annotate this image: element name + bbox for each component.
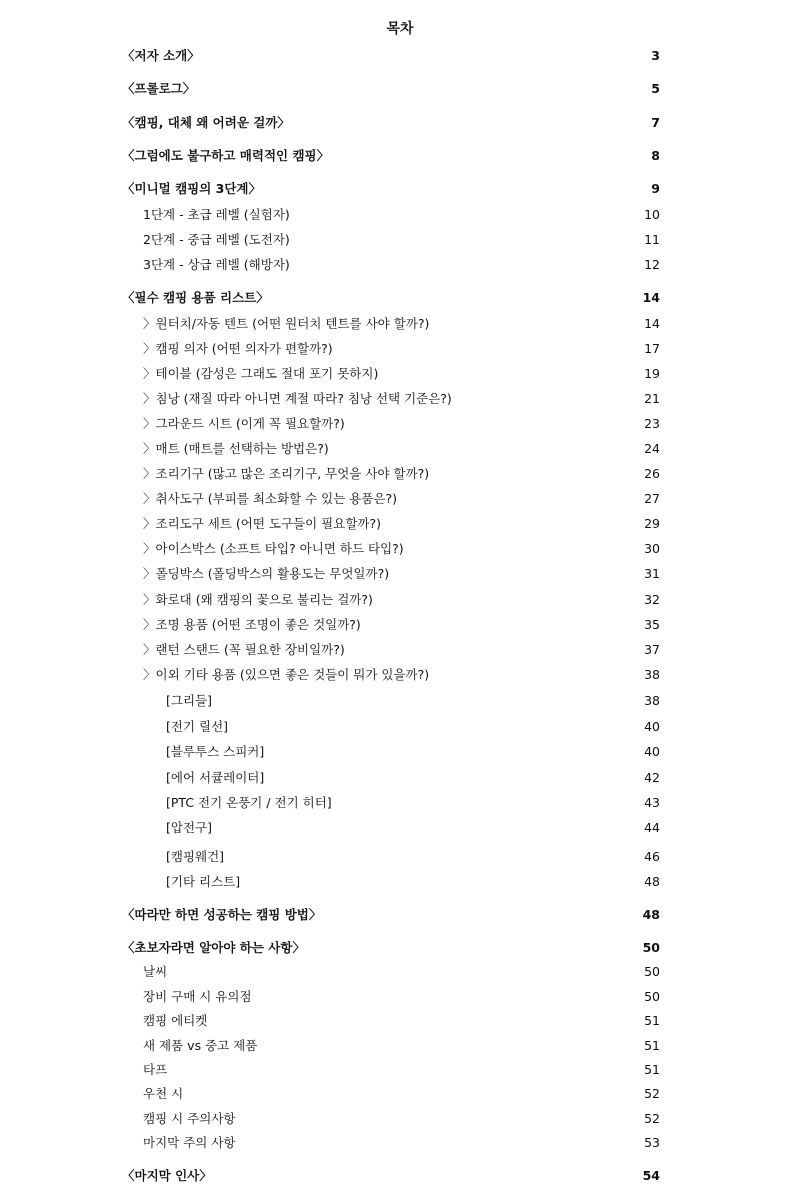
- toc-entry-label: 마지막 주의 사항: [143, 1135, 236, 1150]
- toc-entry-label: 〉캠핑 의자 (어떤 의자가 편할까?): [143, 341, 333, 356]
- page-title: 목차: [386, 21, 414, 37]
- toc-entry-page: 48: [642, 907, 660, 922]
- toc-entry-label: 〈저자 소개〉: [122, 48, 200, 63]
- toc-entry-beginner-notes[interactable]: [0, 938, 800, 958]
- toc-entry-attractive[interactable]: [0, 146, 800, 166]
- toc-entry-page: 3: [651, 48, 660, 63]
- toc-entry-label: 〈미니멀 캠핑의 3단계〉: [122, 181, 262, 196]
- toc-entry-success-method[interactable]: [0, 905, 800, 925]
- toc-entry-label: 우천 시: [143, 1086, 184, 1101]
- toc-entry-page: 46: [644, 849, 660, 864]
- toc-entry-label: 〉이외 기타 용품 (있으면 좋은 것들이 뭐가 있을까?): [143, 667, 430, 682]
- toc-entry-label: [에어 서큘레이터]: [166, 770, 265, 785]
- toc-entry-page: 32: [644, 592, 660, 607]
- toc-entry-prologue[interactable]: [0, 79, 800, 99]
- toc-subsubentry[interactable]: [0, 872, 800, 892]
- toc-entry-page: 7: [651, 115, 660, 130]
- toc-entry-label: 〈따라만 하면 성공하는 캠핑 방법〉: [122, 907, 322, 922]
- toc-entry-page: 51: [644, 1013, 660, 1028]
- toc-entry-label: 〈캠핑, 대체 왜 어려운 걸까〉: [122, 115, 290, 130]
- toc-subentry[interactable]: [0, 640, 800, 660]
- toc-entry-page: 9: [651, 181, 660, 196]
- toc-entry-label: 〉아이스박스 (소프트 타입? 아니면 하드 타입?): [143, 541, 404, 556]
- toc-subentry[interactable]: [0, 615, 800, 635]
- toc-entry-page: 52: [644, 1086, 660, 1101]
- toc-entry-why-hard[interactable]: [0, 113, 800, 133]
- toc-entry-label: [블루투스 스피커]: [166, 744, 265, 759]
- toc-entry-page: 43: [644, 795, 660, 810]
- toc-subentry[interactable]: [0, 564, 800, 584]
- toc-entry-page: 30: [644, 541, 660, 556]
- toc-entry-page: 19: [644, 366, 660, 381]
- toc-entry-author[interactable]: [0, 46, 800, 66]
- toc-subentry[interactable]: [0, 987, 800, 1007]
- toc-entry-page: 37: [644, 642, 660, 657]
- toc-entry-page: 40: [644, 719, 660, 734]
- toc-subsubentry[interactable]: [0, 717, 800, 737]
- toc-entry-page: 44: [644, 820, 660, 835]
- toc-entry-label: 〉조리도구 세트 (어떤 도구들이 필요할까?): [143, 516, 381, 531]
- toc-entry-page: 26: [644, 466, 660, 481]
- toc-entry-label: 〉조명 용품 (어떤 조명이 좋은 것일까?): [143, 617, 361, 632]
- toc-entry-page: 38: [644, 693, 660, 708]
- toc-subentry[interactable]: [0, 439, 800, 459]
- toc-entry-label: 3단계 - 상급 레벨 (해방자): [143, 257, 290, 272]
- toc-entry-page: 29: [644, 516, 660, 531]
- toc-subentry[interactable]: [0, 962, 800, 982]
- toc-entry-page: 50: [644, 964, 660, 979]
- toc-entry-page: 17: [644, 341, 660, 356]
- toc-subsubentry[interactable]: [0, 818, 800, 838]
- toc-entry-label: 캠핑 에티켓: [143, 1013, 208, 1028]
- toc-entry-page: 53: [644, 1135, 660, 1150]
- toc-entry-label: 날씨: [143, 964, 168, 979]
- toc-subentry[interactable]: [0, 1084, 800, 1104]
- toc-entry-page: 5: [651, 81, 660, 96]
- toc-entry-label: 장비 구매 시 유의점: [143, 989, 252, 1004]
- toc-subentry[interactable]: [0, 1011, 800, 1031]
- toc-subentry[interactable]: [0, 514, 800, 534]
- toc-entry-label: [전기 릴선]: [166, 719, 229, 734]
- toc-entry-page: 11: [644, 232, 660, 247]
- toc-entry-page: 40: [644, 744, 660, 759]
- toc-entry-label: 타프: [143, 1062, 168, 1077]
- toc-entry-label: 〉테이블 (감성은 그래도 절대 포기 못하지): [143, 366, 379, 381]
- toc-subentry[interactable]: [0, 339, 800, 359]
- toc-entry-label: 새 제품 vs 중고 제품: [143, 1038, 258, 1053]
- toc-entry-label: 〈마지막 인사〉: [122, 1168, 212, 1183]
- toc-entry-label: 〈프롤로그〉: [122, 81, 196, 96]
- toc-entry-farewell[interactable]: [0, 1166, 800, 1186]
- toc-entry-label: 〉랜턴 스탠드 (꼭 필요한 장비일까?): [143, 642, 345, 657]
- toc-subentry[interactable]: [0, 1133, 800, 1153]
- toc-subentry[interactable]: [0, 489, 800, 509]
- toc-subentry[interactable]: [0, 464, 800, 484]
- toc-entry-page: 31: [644, 566, 660, 581]
- toc-entry-label: 〉폴딩박스 (폴딩박스의 활용도는 무엇일까?): [143, 566, 390, 581]
- toc-subentry[interactable]: [0, 314, 800, 334]
- toc-entry-page: 8: [651, 148, 660, 163]
- toc-subentry[interactable]: [0, 255, 800, 275]
- toc-entry-page: 27: [644, 491, 660, 506]
- toc-entry-label: 〉그라운드 시트 (이게 꼭 필요할까?): [143, 416, 345, 431]
- toc-entry-label: [캠핑웨건]: [166, 849, 225, 864]
- toc-subsubentry[interactable]: [0, 742, 800, 762]
- toc-subentry[interactable]: [0, 665, 800, 685]
- toc-entry-label: 〈그럼에도 불구하고 매력적인 캠핑〉: [122, 148, 330, 163]
- toc-subentry[interactable]: [0, 205, 800, 225]
- toc-entry-page: 51: [644, 1062, 660, 1077]
- toc-entry-page: 38: [644, 667, 660, 682]
- toc-entry-page: 23: [644, 416, 660, 431]
- toc-entry-minimal-stages[interactable]: [0, 179, 800, 199]
- toc-entry-essential-gear[interactable]: [0, 288, 800, 308]
- toc-entry-page: 35: [644, 617, 660, 632]
- toc-subentry[interactable]: [0, 1060, 800, 1080]
- toc-entry-page: 51: [644, 1038, 660, 1053]
- toc-entry-page: 10: [644, 207, 660, 222]
- toc-subentry[interactable]: [0, 539, 800, 559]
- toc-subsubentry[interactable]: [0, 793, 800, 813]
- toc-entry-label: 〈필수 캠핑 용품 리스트〉: [122, 290, 269, 305]
- toc-entry-label: 〉취사도구 (부피를 최소화할 수 있는 용품은?): [143, 491, 398, 506]
- toc-subentry[interactable]: [0, 1109, 800, 1129]
- toc-entry-page: 54: [642, 1168, 660, 1183]
- toc-entry-label: 〉원터치/자동 텐트 (어떤 원터치 텐트를 사야 할까?): [143, 316, 430, 331]
- toc-subentry[interactable]: [0, 590, 800, 610]
- toc-entry-label: 〉조리기구 (많고 많은 조리기구, 무엇을 사야 할까?): [143, 466, 430, 481]
- toc-subsubentry[interactable]: [0, 847, 800, 867]
- toc-subsubentry[interactable]: [0, 768, 800, 788]
- toc-entry-page: 14: [644, 316, 660, 331]
- toc-entry-page: 21: [644, 391, 660, 406]
- toc-entry-page: 48: [644, 874, 660, 889]
- toc-entry-page: 50: [644, 989, 660, 1004]
- toc-subentry[interactable]: [0, 1036, 800, 1056]
- toc-entry-label: 캠핑 시 주의사항: [143, 1111, 236, 1126]
- toc-subentry[interactable]: [0, 230, 800, 250]
- toc-entry-page: 52: [644, 1111, 660, 1126]
- toc-entry-label: [기타 리스트]: [166, 874, 241, 889]
- toc-entry-label: [압전구]: [166, 820, 212, 835]
- toc-subentry[interactable]: [0, 389, 800, 409]
- toc-entry-label: 〉매트 (매트를 선택하는 방법은?): [143, 441, 329, 456]
- toc-entry-page: 24: [644, 441, 660, 456]
- toc-entry-label: [그리들]: [166, 693, 212, 708]
- toc-subentry[interactable]: [0, 414, 800, 434]
- toc-entry-label: [PTC 전기 온풍기 / 전기 히터]: [166, 795, 332, 810]
- toc-subsubentry[interactable]: [0, 691, 800, 711]
- toc-entry-label: 2단계 - 중급 레벨 (도전자): [143, 232, 290, 247]
- toc-entry-label: 〉화로대 (왜 캠핑의 꽃으로 불리는 걸까?): [143, 592, 373, 607]
- toc-subentry[interactable]: [0, 364, 800, 384]
- toc-entry-page: 50: [642, 940, 660, 955]
- toc-entry-page: 42: [644, 770, 660, 785]
- toc-entry-label: 1단계 - 초급 레벨 (실험자): [143, 207, 290, 222]
- toc-entry-page: 14: [642, 290, 660, 305]
- toc-entry-page: 12: [644, 257, 660, 272]
- toc-entry-label: 〉침낭 (재질 따라 아니면 계절 따라? 침낭 선택 기준은?): [143, 391, 452, 406]
- toc-entry-label: 〈초보자라면 알아야 하는 사항〉: [122, 940, 305, 955]
